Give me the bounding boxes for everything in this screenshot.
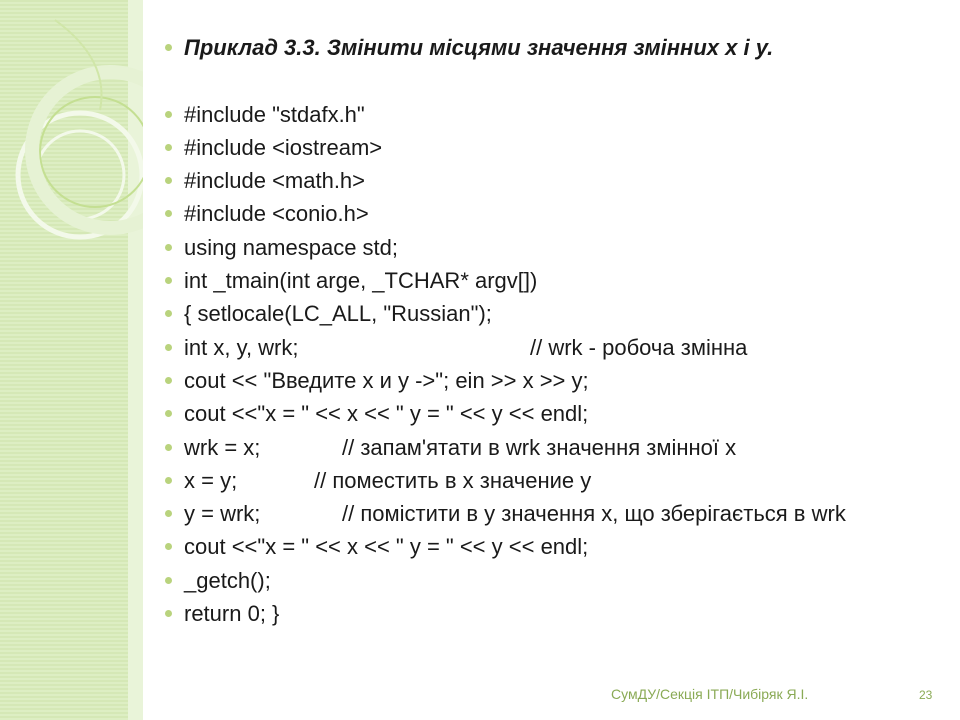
bullet-icon bbox=[165, 377, 172, 384]
bullet-icon bbox=[165, 477, 172, 484]
bullet-icon bbox=[165, 577, 172, 584]
code-line bbox=[165, 397, 945, 430]
slide-title: Приклад 3.3. Змінити місцями значення змінних x і y. bbox=[184, 35, 774, 60]
code-line bbox=[165, 131, 945, 164]
code-listing bbox=[165, 98, 945, 631]
bullet-icon bbox=[165, 177, 172, 184]
code-comment: // wrk - робоча змінна bbox=[530, 334, 748, 360]
code-line bbox=[165, 597, 945, 630]
code-text: #include <conio.h> bbox=[184, 201, 369, 227]
code-line bbox=[165, 331, 945, 364]
bullet-icon bbox=[165, 244, 172, 251]
bullet-icon bbox=[165, 344, 172, 351]
decorative-arcs bbox=[0, 0, 143, 720]
footer-author: СумДУ/Секція ІТП/Чибіряк Я.І. bbox=[611, 686, 809, 702]
code-text: _getch(); bbox=[184, 567, 271, 593]
bullet-icon bbox=[165, 144, 172, 151]
page-number: 23 bbox=[919, 688, 933, 702]
code-line bbox=[165, 497, 945, 530]
bullet-icon bbox=[165, 277, 172, 284]
code-text: using namespace std; bbox=[184, 234, 399, 260]
code-line bbox=[165, 197, 945, 230]
bullet-icon bbox=[165, 444, 172, 451]
code-text: return 0; } bbox=[184, 601, 280, 627]
code-line bbox=[165, 98, 945, 131]
code-comment: // запам'ятати в wrk значення змінної x bbox=[342, 434, 737, 460]
code-comment: // помістити в y значення x, що зберігається в wrk bbox=[342, 501, 846, 527]
code-text: cout <<"x = " << x << " y = " << y << endl; bbox=[184, 534, 589, 560]
code-text: #include <iostream> bbox=[184, 134, 383, 160]
code-line bbox=[165, 564, 945, 597]
spacer-row bbox=[165, 64, 945, 97]
code-text: x = y; bbox=[184, 467, 238, 493]
bullet-icon bbox=[165, 610, 172, 617]
code-line bbox=[165, 431, 945, 464]
code-line bbox=[165, 364, 945, 397]
slide-content bbox=[165, 31, 945, 630]
code-text: y = wrk; bbox=[184, 501, 261, 527]
code-text: cout <<"x = " << x << " y = " << y << endl; bbox=[184, 401, 589, 427]
bullet-icon bbox=[165, 510, 172, 517]
bullet-icon bbox=[165, 310, 172, 317]
code-line bbox=[165, 264, 945, 297]
code-line bbox=[165, 530, 945, 563]
code-text: int x, y, wrk; bbox=[184, 334, 299, 360]
code-text: #include <math.h> bbox=[184, 168, 366, 194]
bullet-icon bbox=[165, 44, 172, 51]
bullet-icon bbox=[165, 543, 172, 550]
bullet-icon bbox=[165, 210, 172, 217]
code-text: wrk = x; bbox=[184, 434, 261, 460]
code-text: #include "stdafx.h" bbox=[184, 101, 365, 127]
code-text: { setlocale(LC_ALL, "Russian"); bbox=[184, 301, 492, 327]
code-text: cout << "Введите x и y ->"; ein >> x >> y; bbox=[184, 367, 589, 393]
code-line bbox=[165, 231, 945, 264]
bullet-icon bbox=[165, 111, 172, 118]
bullet-icon bbox=[165, 410, 172, 417]
code-line bbox=[165, 464, 945, 497]
code-line bbox=[165, 297, 945, 330]
code-text: int _tmain(int arge, _TCHAR* argv[]) bbox=[184, 268, 538, 294]
code-comment: // поместить в x значение y bbox=[314, 467, 592, 493]
decorative-side-panel bbox=[0, 0, 143, 720]
slide-title-row bbox=[165, 31, 945, 64]
code-line bbox=[165, 164, 945, 197]
